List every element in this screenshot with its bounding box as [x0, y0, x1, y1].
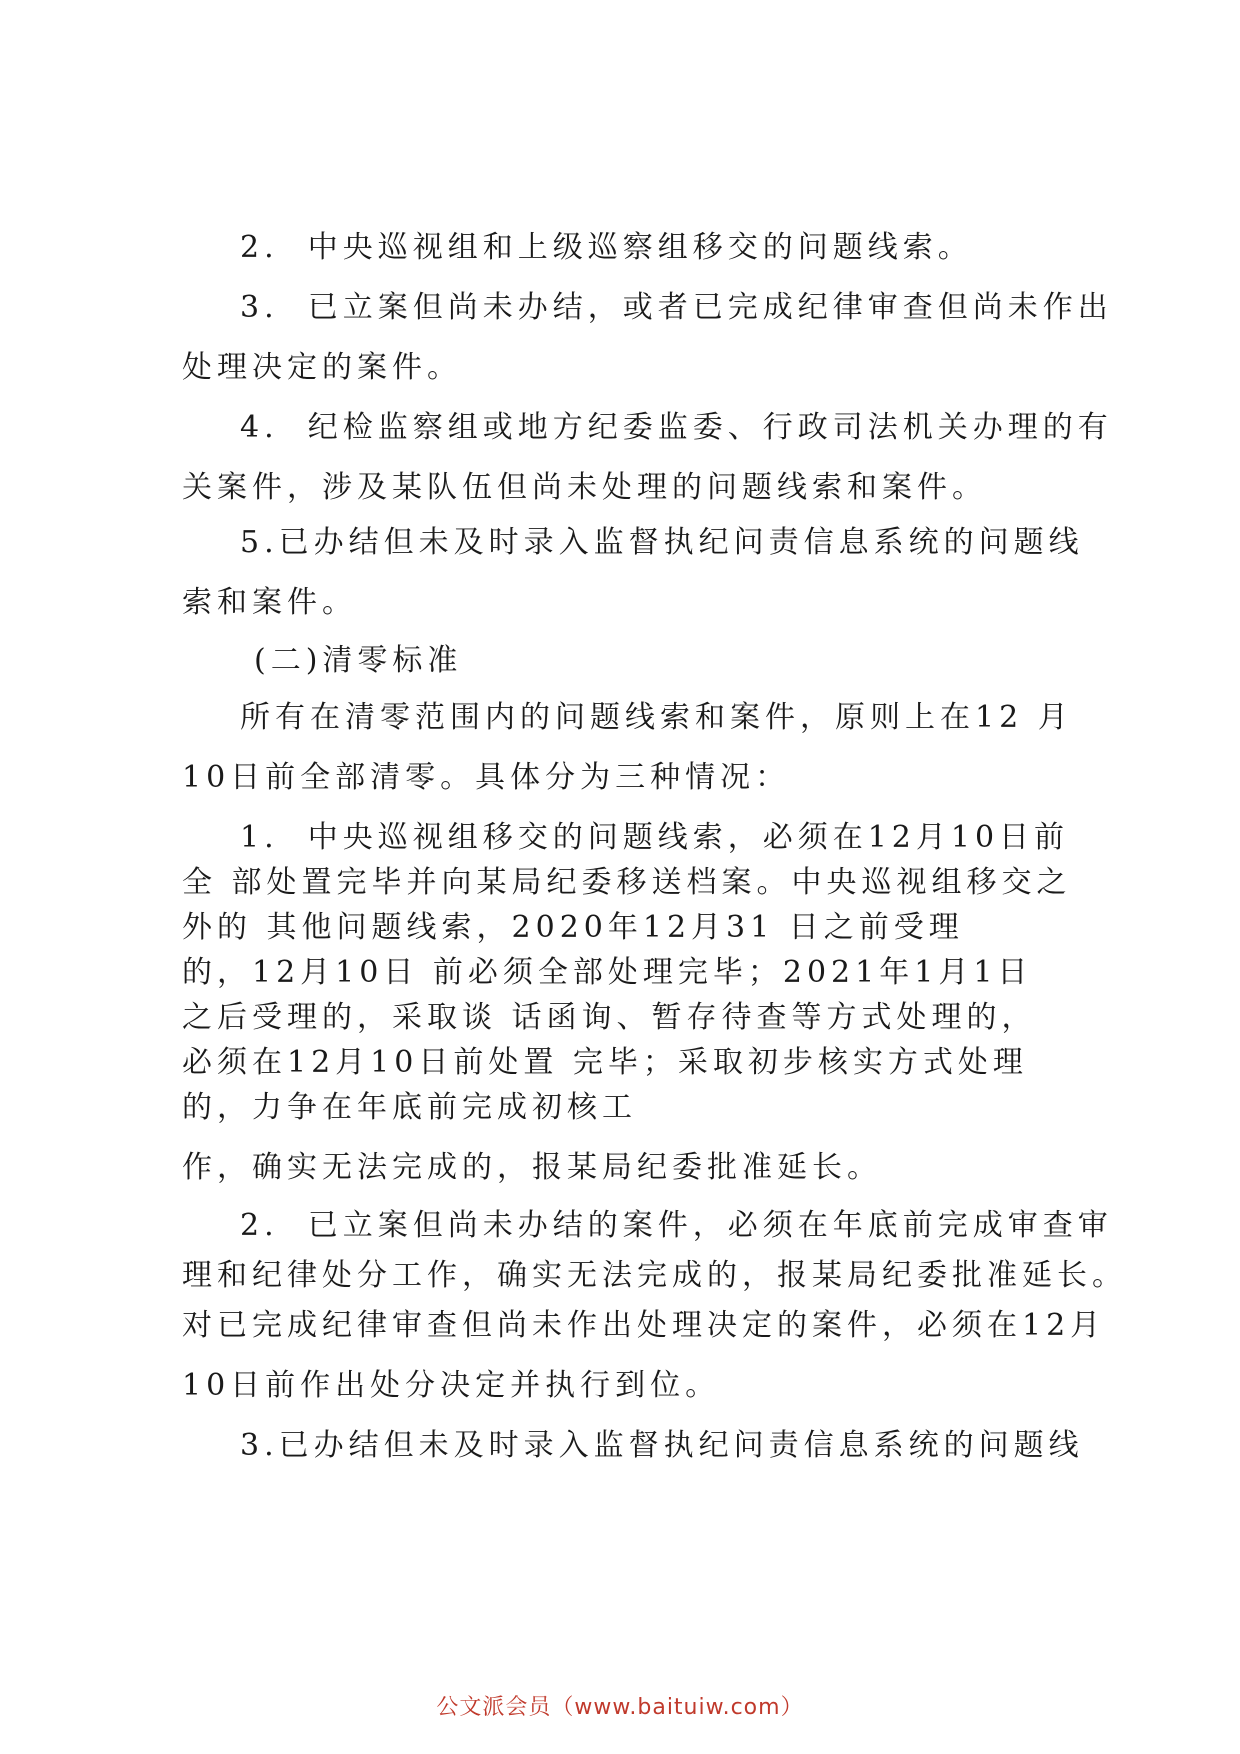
- text-line-15: 之后受理的，采取谈 话函询、暂存待查等方式处理的，: [182, 1000, 1037, 1035]
- text-line-4: 4. 纪检监察组或地方纪委监委、行政司法机关办理的有: [240, 410, 1113, 445]
- text-line-5: 关案件，涉及某队伍但尚未处理的问题线索和案件。: [182, 470, 987, 505]
- text-line-11: 1. 中央巡视组移交的问题线索，必须在12月10日前: [240, 820, 1070, 855]
- text-line-16: 必须在12月10日前处置 完毕；采取初步核实方式处理: [182, 1045, 1028, 1080]
- text-line-13: 外的 其他问题线索，2020年12月31 日之前受理: [182, 910, 964, 945]
- text-line-2: 3. 已立案但尚未办结，或者已完成纪律审查但尚未作出: [240, 290, 1113, 325]
- text-line-12: 全 部处置完毕并向某局纪委移送档案。中央巡视组移交之: [182, 865, 1072, 900]
- text-line-1: 2. 中央巡视组和上级巡察组移交的问题线索。: [240, 230, 973, 265]
- footer-watermark: 公文派会员（www.baituiw.com）: [436, 1695, 804, 1720]
- text-line-7: 索和案件。: [182, 585, 357, 620]
- section-heading: (二)清零标准: [254, 643, 463, 678]
- text-line-20: 理和纪律处分工作，确实无法完成的，报某局纪委批准延长。: [182, 1258, 1127, 1293]
- text-line-3: 处理决定的案件。: [182, 350, 462, 385]
- text-line-9: 所有在清零范围内的问题线索和案件，原则上在12 月: [240, 700, 1073, 735]
- text-line-10: 10日前全部清零。具体分为三种情况：: [182, 760, 791, 795]
- text-line-14: 的，12月10日 前必须全部处理完毕；2021年1月1日: [182, 955, 1033, 990]
- text-line-21: 对已完成纪律审查但尚未作出处理决定的案件，必须在12月: [182, 1308, 1106, 1343]
- text-line-23: 3.已办结但未及时录入监督执纪问责信息系统的问题线: [240, 1428, 1084, 1463]
- text-line-18: 作，确实无法完成的，报某局纪委批准延长。: [182, 1150, 882, 1185]
- text-line-6: 5.已办结但未及时录入监督执纪问责信息系统的问题线: [240, 525, 1084, 560]
- text-line-17: 的，力争在年底前完成初核工: [182, 1090, 637, 1125]
- text-line-22: 10日前作出处分决定并执行到位。: [182, 1368, 721, 1403]
- text-line-19: 2. 已立案但尚未办结的案件，必须在年底前完成审查审: [240, 1208, 1113, 1243]
